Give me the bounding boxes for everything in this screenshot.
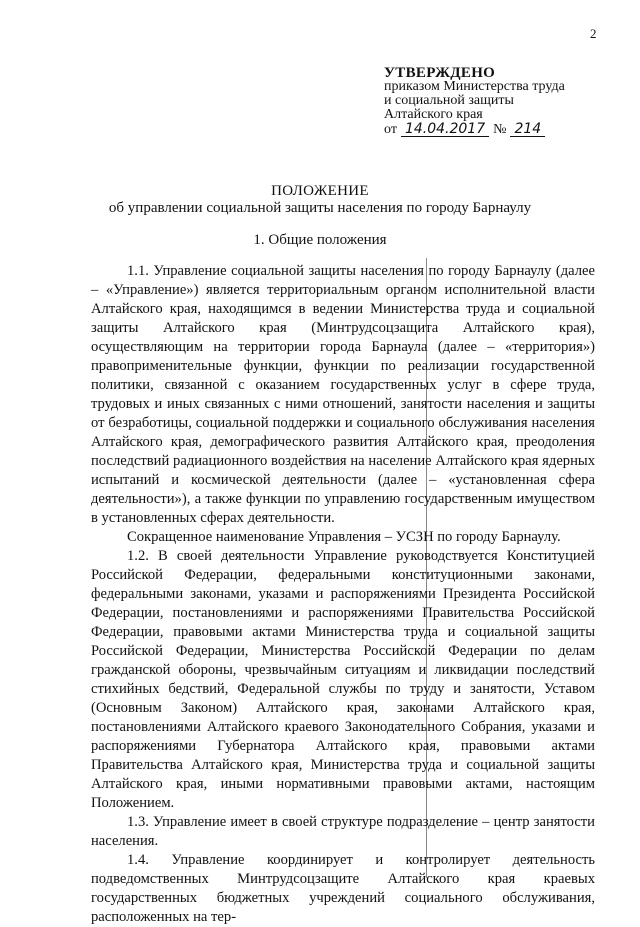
title-line-1: ПОЛОЖЕНИЕ: [271, 183, 369, 199]
page-number: 2: [590, 26, 597, 41]
number-prefix: №: [493, 122, 507, 137]
paragraph-1-3: 1.3. Управление имеет в своей структуре подразделение – центр занятости населения.: [91, 814, 595, 849]
approval-stamp: УТВЕРЖДЕНО: [384, 65, 496, 81]
date-value: 14.04.2017: [401, 122, 489, 137]
paragraph-1-2: 1.2. В своей деятельности Управление руководствуется Конституцией Российской Федерации, федеральными конституционными законами, федеральными законами, указами и распоряжениями Президента Российской Федерации, постановлениями и распоряжениями Правительства Российской Федерации, правовыми актами Министерства труда и социальной защиты Российской Федерации, Министерства Российской Федерации по делам гражданской обороны, чрезвычайным ситуациям и ликвидации последствий стихийных бедствий, Федеральной службы по труду и занятости, Уставом (Основным Законом) Алтайского края, законами Алтайского края, постановлениями Алтайского краевого Законодательного Собрания, указами и распоряжениями Губернатора Алтайского края, правовыми актами Правительства Алтайского края, Министерства труда и социальной защиты Алтайского края, иными нормативными правовыми актами, настоящим Положением.: [91, 548, 595, 811]
approval-date-line: [384, 122, 614, 137]
section-heading: 1. Общие положения: [253, 232, 387, 248]
paragraph-short-name: Сокращенное наименование Управления – УСЗН по городу Барнаулу.: [127, 529, 561, 545]
number-value: 214: [510, 122, 545, 137]
title-line-2: об управлении социальной защиты населения по городу Барнаулу: [108, 200, 532, 216]
date-prefix: от: [384, 122, 397, 137]
approval-line-2: и социальной защиты: [384, 93, 514, 108]
document-body: [91, 262, 595, 927]
approval-line-1: приказом Министерства труда: [384, 79, 565, 94]
paragraph-1-1: 1.1. Управление социальной защиты населения по городу Барнаулу (далее – «Управление») является территориальным органом исполнительной власти Алтайского края, находящимся в ведении Министерства труда и социальной защиты Алтайского края (Минтрудсоцзащита Алтайского края), осуществляющим на территории города Барнаула (далее – «территория») правоприменительные функции, функции по реализации государственной политики, связанной с оказанием государственных услуг в сфере труда, трудовых и иных связанных с ними отношений, занятости населения и защиты от безработицы, социальной поддержки и социального обслуживания населения Алтайского края, демографического развития Алтайского края, преодоления последствий радиационного воздействия на население Алтайского края ядерных испытаний и космической деятельности (далее – «установленная сфера деятельности»), а также функции по управлению государственным имуществом в установленных сферах деятельности.: [91, 263, 595, 526]
paragraph-1-4: 1.4. Управление координирует и контролирует деятельность подведомственных Минтрудсоцзащите Алтайского края краевых государственных бюджетных учреждений социального обслуживания, расположенных на тер-: [91, 852, 595, 925]
document-title: [0, 183, 640, 217]
approval-block: [384, 66, 614, 137]
approval-line-3: Алтайского края: [384, 107, 483, 122]
